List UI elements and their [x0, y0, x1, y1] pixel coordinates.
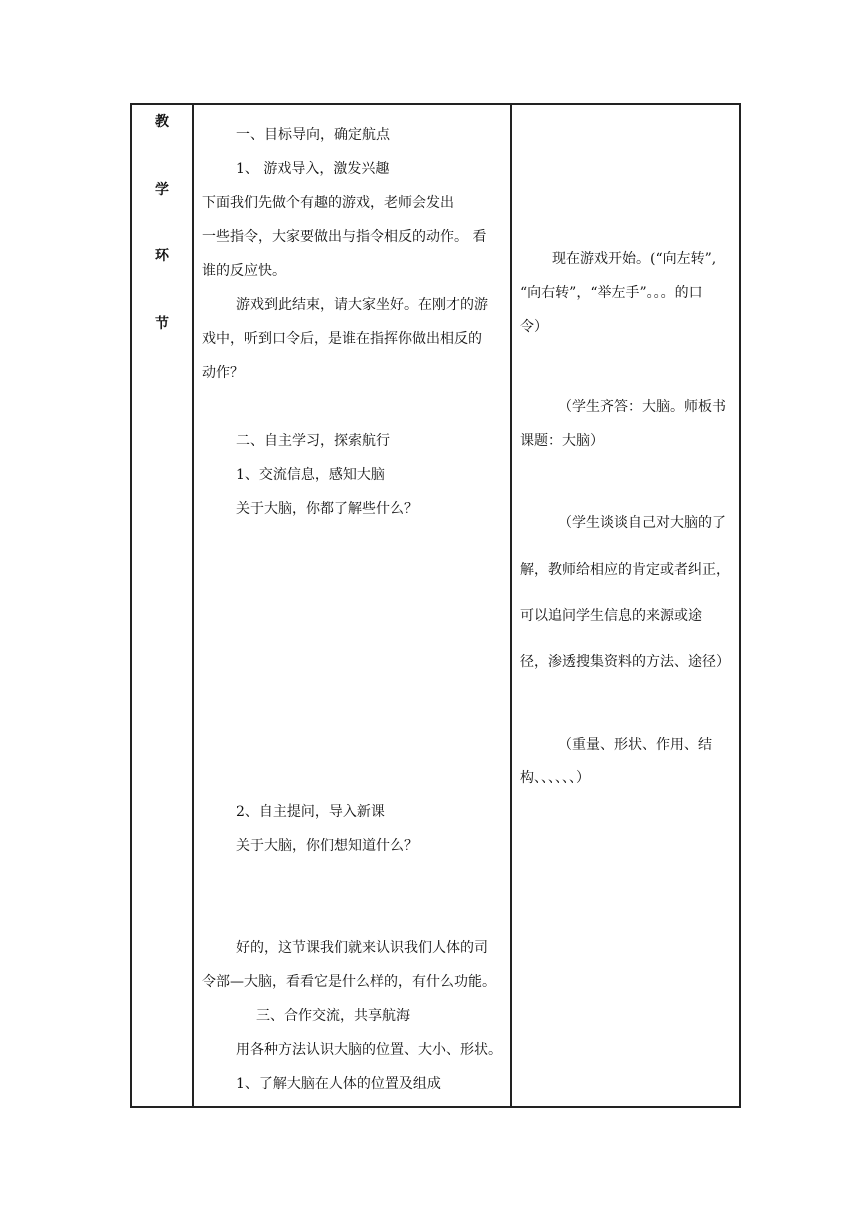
note-line: 径，渗透搜集资料的方法、途径） — [520, 654, 730, 670]
section-item: 1、交流信息，感知大脑 — [236, 467, 385, 483]
section-item: 1、 游戏导入，激发兴趣 — [236, 161, 390, 177]
side-label-char: 学 — [155, 182, 169, 198]
lesson-table — [130, 103, 741, 1108]
paragraph-line: 用各种方法认识大脑的位置、大小、形状。 — [236, 1042, 502, 1058]
section-item: 1、了解大脑在人体的位置及组成 — [236, 1076, 441, 1092]
note-line: （重量、形状、作用、结 — [558, 737, 712, 753]
section-item: 2、自主提问，导入新课 — [236, 804, 385, 820]
paragraph-line: 戏中，听到口令后，是谁在指挥你做出相反的 — [202, 331, 482, 347]
note-line: “向右转”，“举左手”。。。的口 — [520, 285, 703, 301]
note-line: 构、、、、、、） — [520, 770, 590, 786]
paragraph-line: 一些指令，大家要做出与指令相反的动作。 看 — [202, 229, 487, 245]
note-line: （学生齐答：大脑。师板书 — [558, 399, 726, 415]
side-label-char: 节 — [155, 316, 169, 332]
paragraph-line: 下面我们先做个有趣的游戏，老师会发出 — [202, 195, 454, 211]
section-title: 三、合作交流，共享航海 — [256, 1008, 410, 1024]
section-title: 二、自主学习，探索航行 — [236, 433, 390, 449]
column-divider — [192, 105, 194, 1106]
note-line: 可以追问学生信息的来源或途 — [520, 608, 702, 624]
note-line: 课题：大脑） — [520, 433, 604, 449]
paragraph-line: 游戏到此结束，请大家坐好。在刚才的游 — [236, 297, 488, 313]
section-title: 一、目标导向，确定航点 — [236, 127, 390, 143]
question-line: 关于大脑，你都了解些什么？ — [236, 501, 418, 517]
note-line: 现在游戏开始。(“向左转”, — [552, 251, 717, 267]
paragraph-line: 令部—大脑，看看它是什么样的，有什么功能。 — [202, 974, 496, 990]
note-line: 解，教师给相应的肯定或者纠正， — [520, 562, 730, 578]
note-line: （学生谈谈自己对大脑的了 — [558, 515, 726, 531]
question-line: 关于大脑，你们想知道什么？ — [236, 838, 418, 854]
paragraph-line: 动作？ — [202, 365, 244, 381]
side-label-char: 环 — [155, 248, 169, 264]
note-line: 令） — [520, 319, 548, 335]
paragraph-line: 好的，这节课我们就来认识我们人体的司 — [236, 940, 488, 956]
paragraph-line: 谁的反应快。 — [202, 263, 286, 279]
side-label-char: 教 — [155, 114, 169, 130]
column-divider — [510, 105, 512, 1106]
